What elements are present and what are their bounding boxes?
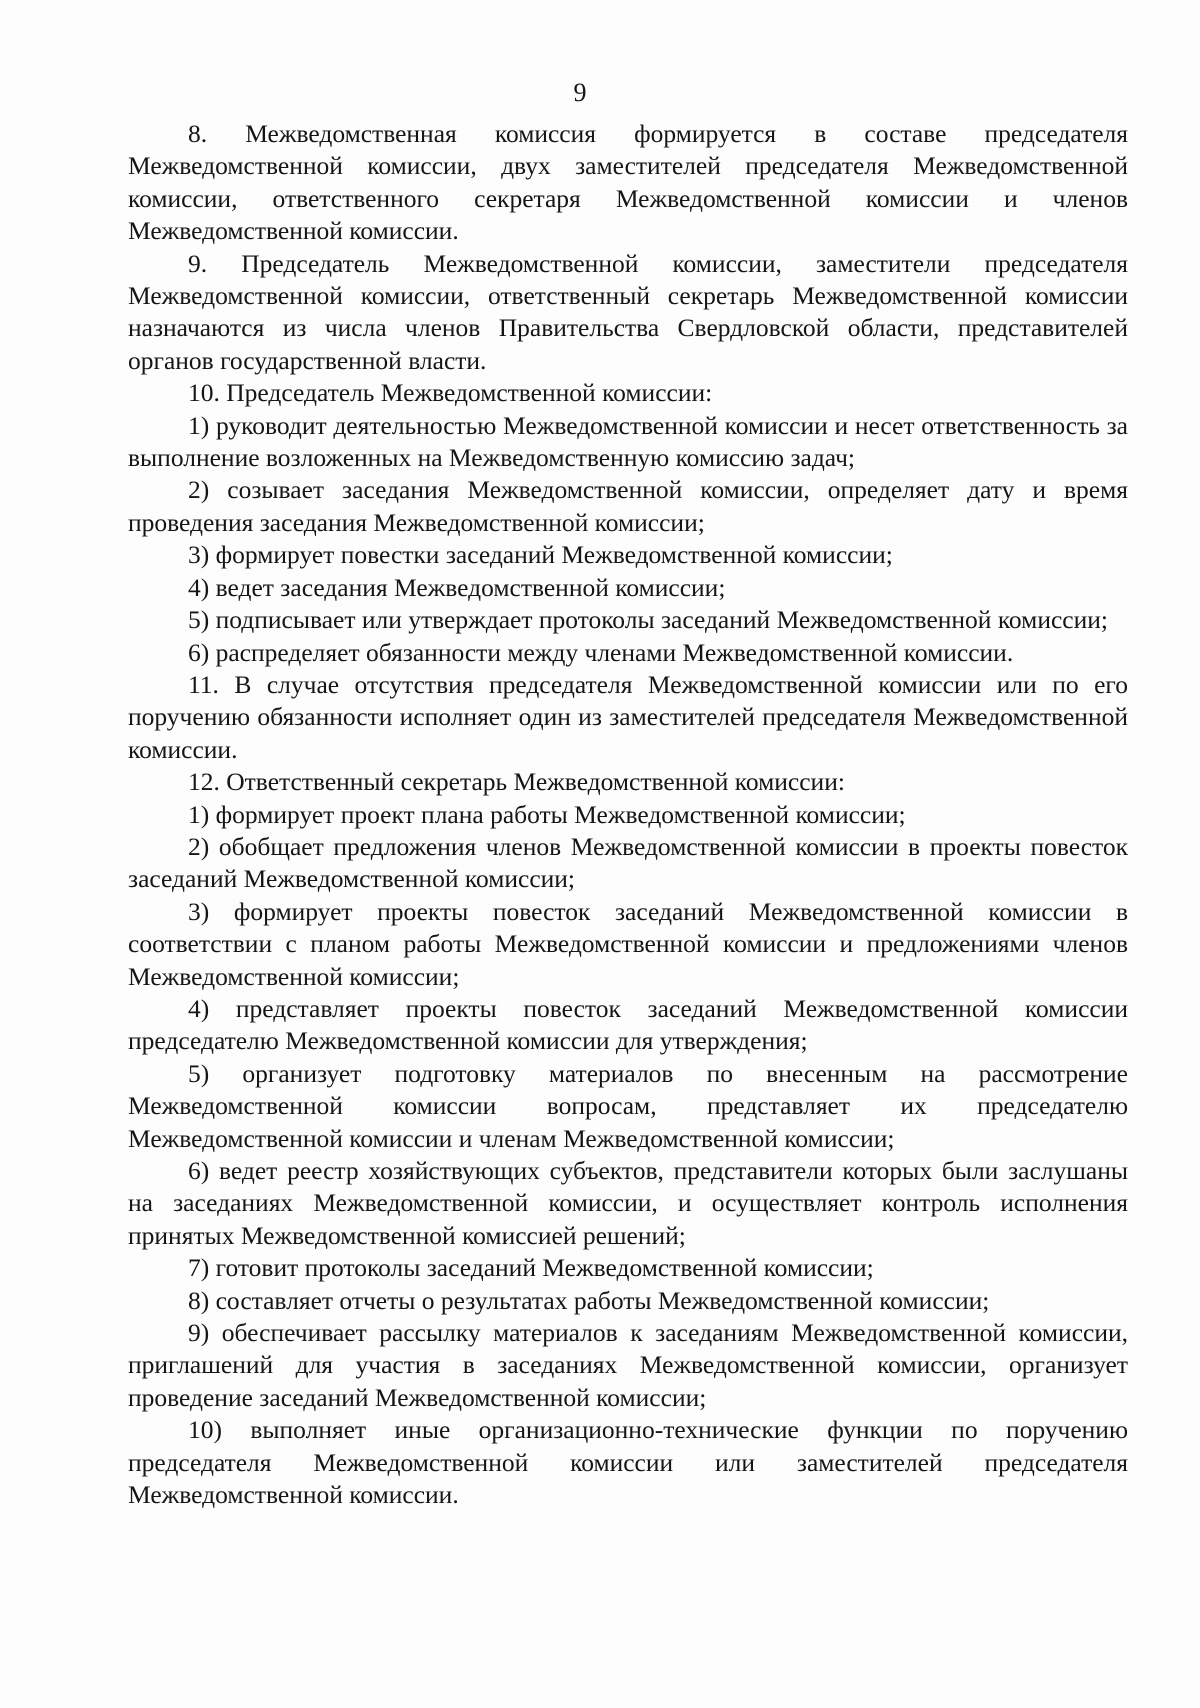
paragraph-12: 12. Ответственный секретарь Межведомственной комиссии: (188, 767, 845, 797)
list-item: 2) созывает заседания Межведомственной комиссии, определяет дату и время проведения заседания Межведомственной комиссии; (128, 475, 1128, 537)
paragraph-9: 9. Председатель Межведомственной комиссии, заместители председателя Межведомственной комиссии, ответственный секретарь Межведомственной комиссии назначаются из числа членов Правительства Свердловской области, представителей органов государственной власти. (128, 248, 1128, 375)
list-item: 6) ведет реестр хозяйствующих субъектов, представители которых были заслушаны на заседаниях Межведомственной комиссии, и осуществляет контроль исполнения принятых Межведомственной комиссией решений; (128, 1156, 1128, 1250)
list-item: 4) ведет заседания Межведомственной комиссии; (188, 572, 726, 602)
list-item: 3) формирует повестки заседаний Межведомственной комиссии; (188, 540, 893, 570)
paragraph-8: 8. Межведомственная комиссия формируется в составе председателя Межведомственной комиссии, двух заместителей председателя Межведомственной комиссии, ответственного секретаря Межведомственной комиссии и членов Межведомственной комиссии. (128, 119, 1128, 246)
list-item: 8) составляет отчеты о результатах работы Межведомственной комиссии; (188, 1285, 990, 1315)
list-item: 10) выполняет иные организационно-технические функции по поручению председателя Межведомственной комиссии или заместителей председателя Межведомственной комиссии. (128, 1415, 1128, 1510)
paragraph-11: 11. В случае отсутствия председателя Межведомственной комиссии или по его поручению обязанности исполняет один из заместителей председателя Межведомственной комиссии. (128, 669, 1128, 764)
page-number: 9 (573, 78, 587, 107)
list-item: 5) организует подготовку материалов по внесенным на рассмотрение Межведомственной комиссии вопросам, представляет их председателю Межведомственной комиссии и членам Межведомственной комиссии; (128, 1058, 1128, 1153)
paragraph-10: 10. Председатель Межведомственной комиссии: (188, 378, 713, 408)
list-item: 4) представляет проекты повесток заседаний Межведомственной комиссии председателю Межведомственной комиссии для утверждения; (128, 993, 1128, 1056)
list-item: 9) обеспечивает рассылку материалов к заседаниям Межведомственной комиссии, приглашений для участия в заседаниях Межведомственной комиссии, организует проведение заседаний Межведомственной комиссии; (128, 1318, 1128, 1412)
list-item: 5) подписывает или утверждает протоколы заседаний Межведомственной комиссии; (188, 605, 1108, 635)
list-item: 3) формирует проекты повесток заседаний Межведомственной комиссии в соответствии с планом работы Межведомственной комиссии и предложениями членов Межведомственной комиссии; (128, 896, 1128, 991)
list-item: 7) готовит протоколы заседаний Межведомственной комиссии; (188, 1253, 874, 1283)
document-body (128, 118, 1128, 1511)
list-item: 1) формирует проект плана работы Межведомственной комиссии; (188, 799, 906, 829)
list-item: 2) обобщает предложения членов Межведомственной комиссии в проекты повесток заседаний Межведомственной комиссии; (128, 831, 1128, 894)
list-item: 6) распределяет обязанности между членами Межведомственной комиссии. (188, 637, 1014, 667)
list-item: 1) руководит деятельностью Межведомственной комиссии и несет ответственность за выполнение возложенных на Межведомственную комиссию задач; (128, 410, 1128, 473)
